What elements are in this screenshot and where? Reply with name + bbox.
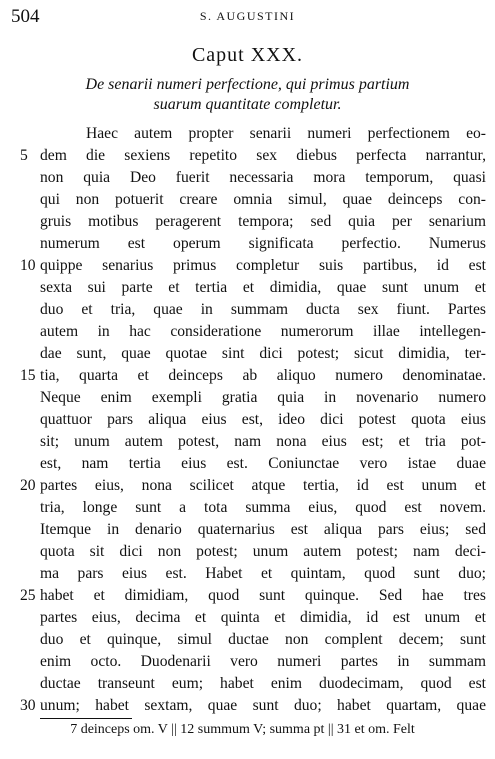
chapter-subtitle-line: suarum quantitate completur. <box>153 96 342 113</box>
text-line: numerum est operum significata perfectio. Numerus <box>40 235 486 252</box>
text-line: qui non potuerit creare omnia simul, quae deinceps con- <box>40 191 486 208</box>
text-line: quattuor pars aliqua eius est, ideo dici potest quota eius <box>40 411 486 428</box>
text-line: quippe senarius primus completur suis partibus, id est <box>40 257 486 274</box>
text-line: habet et dimidiam, quod sunt quinque. Sed hae tres <box>40 587 486 604</box>
line-number: 20 <box>20 477 36 494</box>
footnote: 7 deinceps om. V || 12 summum V; summa pt || 31 et om. Felt <box>70 722 415 737</box>
text-line: unum; habet sextam, quae sunt duo; habet quartam, quae <box>40 697 486 714</box>
text-line: quota sit dici non potest; unum autem potest; nam deci- <box>40 543 486 560</box>
text-line: gruis motibus peragerent tempora; sed quia per senarium <box>40 213 486 230</box>
text-line: autem in hac consideratione numerorum illae intellegen- <box>40 323 486 340</box>
chapter-subtitle-line: De senarii numeri perfectione, qui primus partium <box>85 76 410 93</box>
text-line: duo et tria, quae in summam ducta sex fiunt. Partes <box>40 301 486 318</box>
text-line: est, nam tertia eius est. Coniunctae vero istae duae <box>40 455 486 472</box>
text-line: tria, longe sunt a tota summa eius, quod est novem. <box>40 499 486 516</box>
line-number: 5 <box>20 147 28 164</box>
line-number: 25 <box>20 587 36 604</box>
footnote-rule <box>40 718 132 719</box>
page-number: 504 <box>11 6 40 27</box>
text-line: dae sunt, quae quotae sint dici potest; sicut dimidia, ter- <box>40 345 486 362</box>
line-number: 10 <box>20 257 36 274</box>
text-line: enim octo. Duodenarii vero numeri partes in summam <box>40 653 486 670</box>
line-number: 15 <box>20 367 36 384</box>
running-title: S. AUGUSTINI <box>199 9 296 23</box>
chapter-subtitle <box>40 75 455 115</box>
text-line: duo et quinque, simul ductae non complent decem; sunt <box>40 631 486 648</box>
text-line: Neque enim exempli gratia quia in novenario numero <box>40 389 486 406</box>
chapter-title: Caput XXX. <box>191 44 304 66</box>
text-line: partes eius, nona scilicet atque tertia, id est unum et <box>40 477 486 494</box>
text-line: partes eius, decima et quinta et dimidia, id est unum et <box>40 609 486 626</box>
text-line: non quia Deo fuerit necessaria mora temporum, quasi <box>40 169 486 186</box>
text-line: Itemque in denario quaternarius est aliqua pars eius; sed <box>40 521 486 538</box>
text-line: ductae transeunt eum; habet enim duodecimam, quod est <box>40 675 486 692</box>
text-line: dem die sexiens repetito sex diebus perfecta narrantur, <box>40 147 486 164</box>
text-line: tia, quarta et deinceps ab aliquo numero denominatae. <box>40 367 486 384</box>
text-line: Haec autem propter senarii numeri perfectionem eo- <box>86 125 486 142</box>
line-number: 30 <box>20 697 36 714</box>
text-line: ma pars eius est. Habet et quintam, quod sunt duo; <box>40 565 486 582</box>
text-line: sit; unum autem potest, nam nona eius est; et tria pot- <box>40 433 486 450</box>
text-line: sexta sui parte et tertia et dimidia, quae sunt unum et <box>40 279 486 296</box>
